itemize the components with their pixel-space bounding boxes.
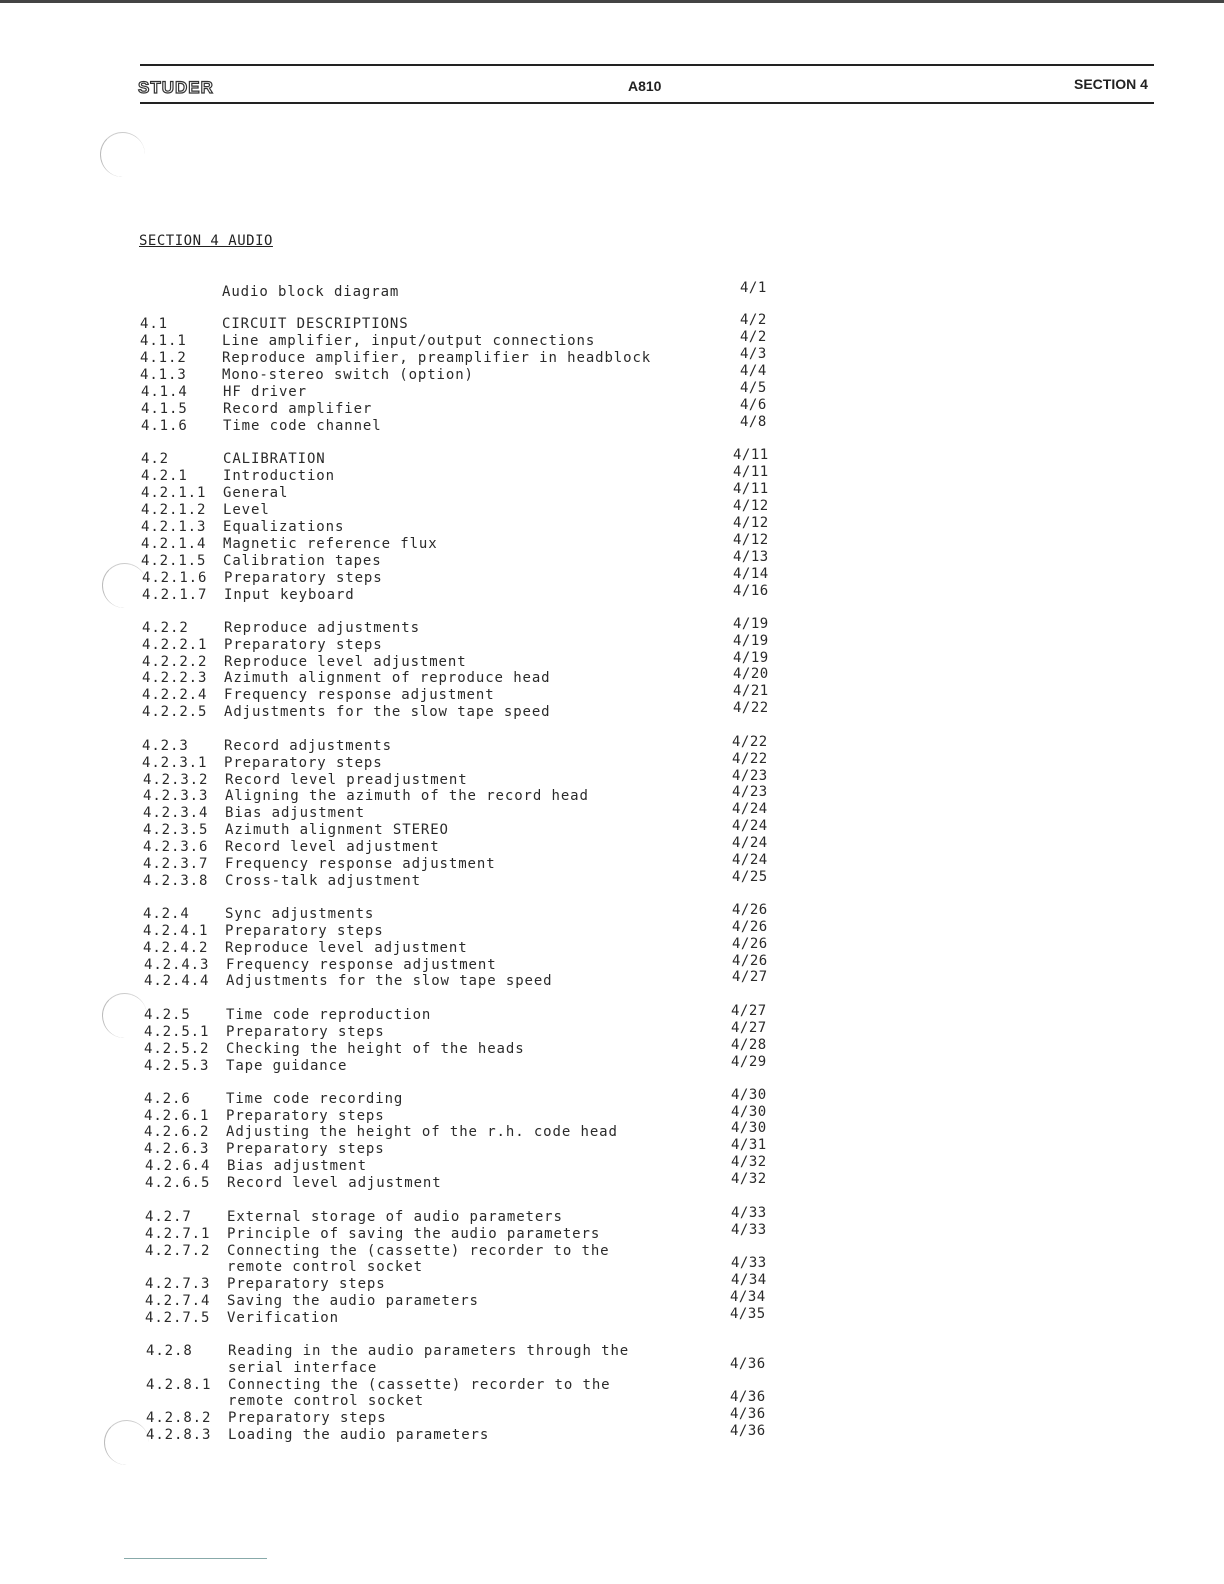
toc-entry-page: 4/22 bbox=[732, 751, 768, 767]
toc-entry-number: 4.2.7 bbox=[145, 1209, 192, 1225]
toc-entry-number: 4.1 bbox=[140, 316, 168, 332]
toc-entry-number: 4.2.3.6 bbox=[143, 839, 209, 855]
toc-entry-title: External storage of audio parameters bbox=[227, 1209, 563, 1225]
toc-entry-title: Reproduce level adjustment bbox=[225, 940, 468, 956]
toc-entry-page: 4/34 bbox=[731, 1272, 767, 1288]
toc-entry-number: 4.1.2 bbox=[140, 350, 187, 366]
toc-entry-page: 4/28 bbox=[731, 1037, 767, 1053]
toc-entry-number: 4.2.8.2 bbox=[146, 1410, 212, 1426]
toc-entry-page: 4/19 bbox=[733, 650, 769, 666]
toc-entry-number: 4.2.4 bbox=[143, 906, 190, 922]
toc-entry-page: 4/3 bbox=[740, 346, 767, 362]
toc-entry-title: Record adjustments bbox=[224, 738, 392, 754]
toc-entry-number: 4.2.7.4 bbox=[145, 1293, 211, 1309]
toc-entry-number: 4.2.3.5 bbox=[143, 822, 209, 838]
toc-entry-number: 4.2.2.5 bbox=[142, 704, 208, 720]
toc-entry-number: 4.2.1.1 bbox=[141, 485, 207, 501]
toc-entry-title: Audio block diagram bbox=[222, 284, 400, 300]
toc-entry-page: 4/33 bbox=[731, 1255, 767, 1271]
toc-entry-page: 4/14 bbox=[733, 566, 769, 582]
toc-entry-number: 4.2.8.1 bbox=[146, 1377, 212, 1393]
toc-entry-title: Sync adjustments bbox=[225, 906, 375, 922]
toc-entry-title: Cross-talk adjustment bbox=[225, 873, 421, 889]
toc-entry-page: 4/23 bbox=[732, 768, 768, 784]
toc-entry-number: 4.2.3.1 bbox=[142, 755, 208, 771]
toc-entry-title: Equalizations bbox=[223, 519, 345, 535]
toc-entry-number: 4.2.3.7 bbox=[143, 856, 209, 872]
toc-entry-number: 4.2.8 bbox=[146, 1343, 193, 1359]
section-label: SECTION 4 bbox=[1074, 76, 1148, 92]
toc-entry-number: 4.2 bbox=[141, 451, 169, 467]
toc-entry-number: 4.2.2.2 bbox=[142, 654, 208, 670]
toc-entry-title: Line amplifier, input/output connections bbox=[222, 333, 596, 349]
toc-entry-number: 4.2.4.4 bbox=[144, 973, 210, 989]
toc-entry-title: Preparatory steps bbox=[225, 923, 384, 939]
toc-entry-title: Frequency response adjustment bbox=[225, 856, 496, 872]
toc-entry-page: 4/12 bbox=[733, 515, 769, 531]
toc-entry-page: 4/26 bbox=[732, 902, 768, 918]
toc-entry-title: Preparatory steps bbox=[226, 1024, 385, 1040]
toc-entry-title: Calibration tapes bbox=[223, 553, 382, 569]
toc-entry-title: Reproduce amplifier, preamplifier in headblock bbox=[222, 350, 652, 366]
model-name: A810 bbox=[628, 78, 662, 94]
toc-entry-title: Reproduce level adjustment bbox=[224, 654, 467, 670]
toc-entry-page: 4/24 bbox=[732, 835, 768, 851]
toc-entry-title: Time code reproduction bbox=[226, 1007, 432, 1023]
toc-entry-number: 4.2.1.7 bbox=[142, 587, 208, 603]
toc-entry-number: 4.2.6.5 bbox=[145, 1175, 211, 1191]
toc-entry-title: Preparatory steps bbox=[226, 1141, 385, 1157]
toc-entry-number: 4.2.5.1 bbox=[144, 1024, 210, 1040]
toc-entry-title: Saving the audio parameters bbox=[227, 1293, 479, 1309]
toc-entry-page: 4/27 bbox=[731, 1003, 767, 1019]
toc-entry-number: 4.2.2.4 bbox=[142, 687, 208, 703]
toc-entry-title: Azimuth alignment of reproduce head bbox=[224, 670, 551, 686]
toc-entry-page: 4/26 bbox=[732, 953, 768, 969]
toc-entry-number: 4.2.1.3 bbox=[141, 519, 207, 535]
toc-entry-page: 4/20 bbox=[733, 666, 769, 682]
toc-entry-page: 4/26 bbox=[732, 919, 768, 935]
toc-entry-page: 4/24 bbox=[732, 852, 768, 868]
toc-entry-page: 4/36 bbox=[730, 1406, 766, 1422]
toc-entry-page: 4/19 bbox=[733, 633, 769, 649]
toc-entry-number: 4.2.1 bbox=[141, 468, 188, 484]
toc-entry-number: 4.2.2.3 bbox=[142, 670, 208, 686]
toc-entry-title: Frequency response adjustment bbox=[224, 687, 495, 703]
toc-entry-number: 4.2.6.2 bbox=[144, 1124, 210, 1140]
toc-entry-title: remote control socket bbox=[228, 1393, 424, 1409]
toc-entry-page: 4/2 bbox=[740, 329, 767, 345]
toc-entry-title: Connecting the (cassette) recorder to the bbox=[227, 1243, 610, 1259]
toc-entry-number: 4.2.4.3 bbox=[144, 957, 210, 973]
toc-entry-page: 4/1 bbox=[740, 280, 767, 296]
toc-entry-number: 4.2.7.5 bbox=[145, 1310, 211, 1326]
toc-entry-page: 4/33 bbox=[731, 1205, 767, 1221]
toc-entry-page: 4/36 bbox=[730, 1389, 766, 1405]
toc-entry-number: 4.1.5 bbox=[141, 401, 188, 417]
toc-entry-page: 4/32 bbox=[731, 1171, 767, 1187]
toc-entry-title: Adjusting the height of the r.h. code head bbox=[226, 1124, 618, 1140]
toc-entry-title: Preparatory steps bbox=[224, 637, 383, 653]
toc-entry-page: 4/35 bbox=[730, 1306, 766, 1322]
toc-entry-page: 4/25 bbox=[732, 869, 768, 885]
toc-entry-number: 4.2.8.3 bbox=[146, 1427, 212, 1443]
toc-entry-page: 4/16 bbox=[733, 583, 769, 599]
toc-entry-title: General bbox=[223, 485, 289, 501]
toc-entry-title: Principle of saving the audio parameters bbox=[227, 1226, 601, 1242]
toc-entry-page: 4/11 bbox=[733, 464, 769, 480]
toc-entry-number: 4.2.3.3 bbox=[143, 788, 209, 804]
toc-entry-title: Loading the audio parameters bbox=[228, 1427, 490, 1443]
toc-entry-title: Magnetic reference flux bbox=[223, 536, 438, 552]
toc-entry-page: 4/5 bbox=[740, 380, 767, 396]
toc-entry-title: Record amplifier bbox=[223, 401, 373, 417]
toc-entry-title: Adjustments for the slow tape speed bbox=[226, 973, 553, 989]
toc-entry-page: 4/29 bbox=[731, 1054, 767, 1070]
toc-entry-number: 4.2.4.1 bbox=[143, 923, 209, 939]
toc-entry-page: 4/30 bbox=[731, 1120, 767, 1136]
toc-entry-number: 4.2.2 bbox=[142, 620, 189, 636]
toc-entry-number: 4.2.3.4 bbox=[143, 805, 209, 821]
toc-entry-page: 4/30 bbox=[731, 1087, 767, 1103]
toc-entry-title: Checking the height of the heads bbox=[226, 1041, 525, 1057]
toc-entry-number: 4.2.1.4 bbox=[141, 536, 207, 552]
toc-entry-title: CALIBRATION bbox=[223, 451, 326, 467]
toc-entry-title: HF driver bbox=[223, 384, 307, 400]
toc-entry-page: 4/22 bbox=[732, 734, 768, 750]
toc-entry-page: 4/32 bbox=[731, 1154, 767, 1170]
toc-entry-title: Record level adjustment bbox=[227, 1175, 442, 1191]
toc-entry-title: Time code recording bbox=[226, 1091, 404, 1107]
toc-entry-page: 4/33 bbox=[731, 1222, 767, 1238]
toc-entry-title: remote control socket bbox=[227, 1259, 423, 1275]
toc-entry-page: 4/36 bbox=[730, 1423, 766, 1439]
toc-entry-title: Time code channel bbox=[223, 418, 382, 434]
toc-entry-number: 4.2.4.2 bbox=[143, 940, 209, 956]
toc-entry-page: 4/34 bbox=[730, 1289, 766, 1305]
toc-entry-number: 4.2.1.2 bbox=[141, 502, 207, 518]
toc-entry-number: 4.1.6 bbox=[141, 418, 188, 434]
toc-entry-page: 4/19 bbox=[733, 616, 769, 632]
toc-entry-number: 4.2.5.2 bbox=[144, 1041, 210, 1057]
toc-entry-number: 4.2.3.2 bbox=[143, 772, 209, 788]
toc-entry-number: 4.2.7.3 bbox=[145, 1276, 211, 1292]
toc-entry-title: Verification bbox=[227, 1310, 339, 1326]
toc-entry-number: 4.2.3 bbox=[142, 738, 189, 754]
toc-entry-page: 4/2 bbox=[740, 312, 767, 328]
toc-entry-page: 4/24 bbox=[732, 818, 768, 834]
toc-entry-number: 4.2.5 bbox=[144, 1007, 191, 1023]
toc-entry-page: 4/11 bbox=[733, 481, 769, 497]
toc-entry-page: 4/21 bbox=[733, 683, 769, 699]
toc-entry-number: 4.2.6.1 bbox=[144, 1108, 210, 1124]
toc-entry-title: Introduction bbox=[223, 468, 335, 484]
toc-entry-title: Adjustments for the slow tape speed bbox=[224, 704, 551, 720]
toc-entry-page: 4/8 bbox=[740, 414, 767, 430]
toc-entry-page: 4/30 bbox=[731, 1104, 767, 1120]
toc-entry-page: 4/31 bbox=[731, 1137, 767, 1153]
toc-entry-title: Reading in the audio parameters through the bbox=[228, 1343, 630, 1359]
toc-entry-number: 4.2.1.5 bbox=[141, 553, 207, 569]
toc-entry-page: 4/27 bbox=[731, 1020, 767, 1036]
toc-entry-title: Azimuth alignment STEREO bbox=[225, 822, 449, 838]
toc-entry-number: 4.2.6 bbox=[144, 1091, 191, 1107]
section-title: SECTION 4 AUDIO bbox=[139, 233, 273, 249]
toc-entry-title: Record level preadjustment bbox=[225, 772, 468, 788]
toc-entry-page: 4/23 bbox=[732, 784, 768, 800]
toc-entry-page: 4/6 bbox=[740, 397, 767, 413]
toc-entry-title: CIRCUIT DESCRIPTIONS bbox=[222, 316, 409, 332]
toc-entry-title: Frequency response adjustment bbox=[226, 957, 497, 973]
toc-entry-title: Aligning the azimuth of the record head bbox=[225, 788, 589, 804]
footer-rule bbox=[124, 1558, 267, 1559]
toc-entry-page: 4/27 bbox=[732, 969, 768, 985]
toc-entry-page: 4/11 bbox=[733, 447, 769, 463]
toc-entry-title: Preparatory steps bbox=[228, 1410, 387, 1426]
toc-entry-number: 4.2.7.2 bbox=[145, 1243, 211, 1259]
toc-entry-title: Mono-stereo switch (option) bbox=[222, 367, 474, 383]
toc-entry-number: 4.1.4 bbox=[141, 384, 188, 400]
toc-entry-title: Preparatory steps bbox=[227, 1276, 386, 1292]
toc-entry-page: 4/12 bbox=[733, 498, 769, 514]
toc-entry-page: 4/24 bbox=[732, 801, 768, 817]
toc-entry-title: Bias adjustment bbox=[227, 1158, 367, 1174]
toc-entry-page: 4/36 bbox=[730, 1356, 766, 1372]
toc-entry-title: Preparatory steps bbox=[226, 1108, 385, 1124]
studer-logo: STUDER bbox=[138, 78, 214, 97]
toc-entry-number: 4.1.1 bbox=[140, 333, 187, 349]
toc-entry-title: Tape guidance bbox=[226, 1058, 348, 1074]
toc-entry-page: 4/12 bbox=[733, 532, 769, 548]
toc-entry-title: Preparatory steps bbox=[224, 755, 383, 771]
toc-entry-number: 4.2.1.6 bbox=[142, 570, 208, 586]
toc-entry-number: 4.2.6.3 bbox=[144, 1141, 210, 1157]
toc-entry-number: 4.2.2.1 bbox=[142, 637, 208, 653]
toc-entry-number: 4.1.3 bbox=[140, 367, 187, 383]
toc-entry-number: 4.2.5.3 bbox=[144, 1058, 210, 1074]
toc-entry-title: Preparatory steps bbox=[224, 570, 383, 586]
toc-entry-number: 4.2.3.8 bbox=[143, 873, 209, 889]
toc-entry-title: Reproduce adjustments bbox=[224, 620, 420, 636]
toc-entry-number: 4.2.7.1 bbox=[145, 1226, 211, 1242]
toc-entry-page: 4/4 bbox=[740, 363, 767, 379]
toc-entry-title: Connecting the (cassette) recorder to the bbox=[228, 1377, 611, 1393]
toc-entry-number: 4.2.6.4 bbox=[145, 1158, 211, 1174]
toc-entry-title: Level bbox=[223, 502, 270, 518]
toc-entry-page: 4/22 bbox=[733, 700, 769, 716]
toc-entry-page: 4/26 bbox=[732, 936, 768, 952]
toc-entry-title: Record level adjustment bbox=[225, 839, 440, 855]
toc-entry-title: Input keyboard bbox=[224, 587, 355, 603]
toc-entry-page: 4/13 bbox=[733, 549, 769, 565]
toc-entry-title: Bias adjustment bbox=[225, 805, 365, 821]
toc-entry-title: serial interface bbox=[228, 1360, 378, 1376]
